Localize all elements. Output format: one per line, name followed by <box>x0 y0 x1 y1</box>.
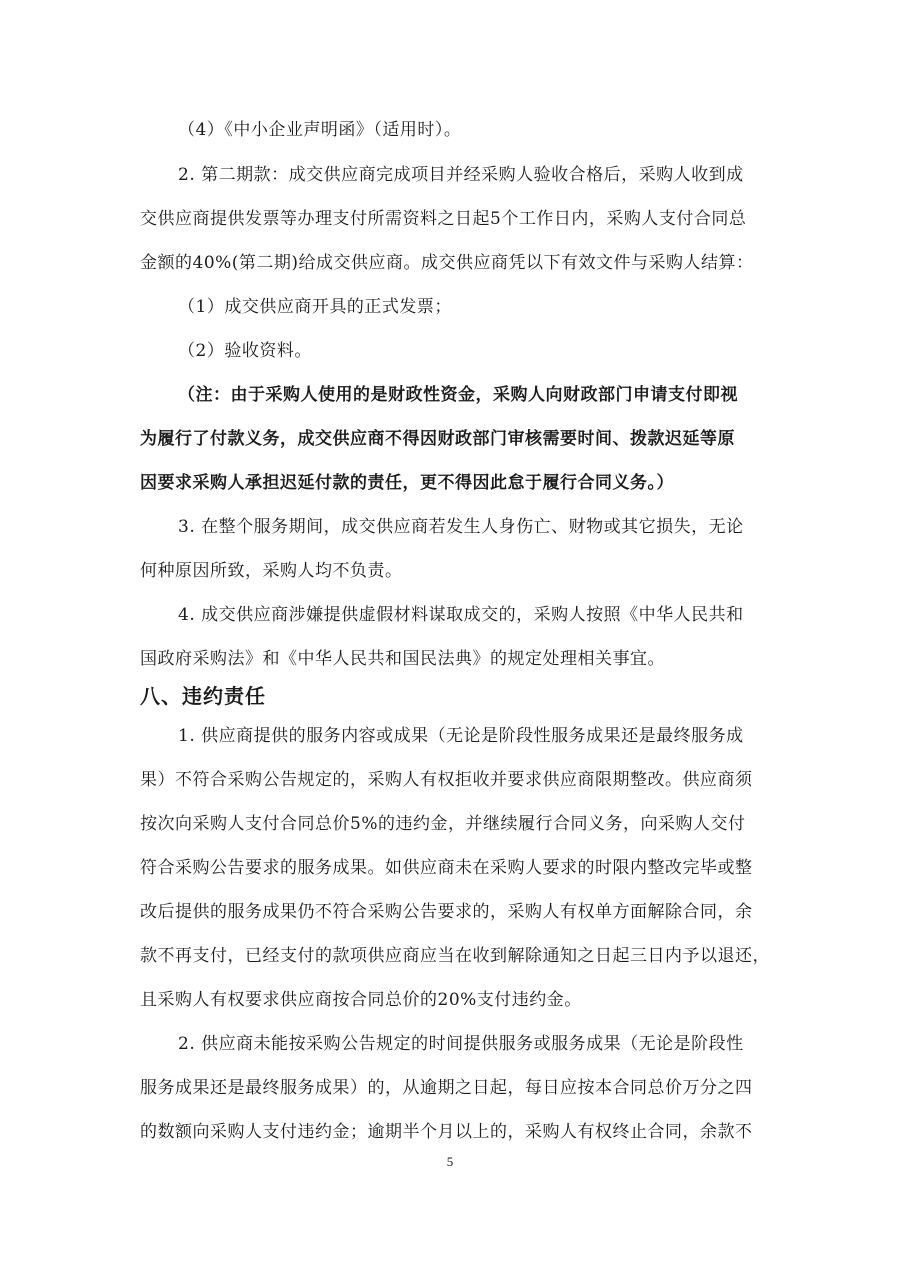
breach-2-line2: 服务成果还是最终服务成果）的，从逾期之日起，每日应按本合同总价万分之四 <box>140 1078 753 1098</box>
paragraph-3-line2: 何种原因所致，采购人均不负责。 <box>140 561 403 581</box>
section-heading-breach: 八、违约责任 <box>140 684 266 708</box>
breach-1-line2: 果）不符合采购公告规定的，采购人有权拒收并要求供应商限期整改。供应商须 <box>140 770 753 790</box>
breach-1-line1: 1. 供应商提供的服务内容或成果（无论是阶段性服务成果还是最终服务成 <box>178 726 744 746</box>
breach-1-line5: 改后提供的服务成果仍不符合采购公告要求的，采购人有权单方面解除合同，余 <box>140 902 753 922</box>
note-line2: 为履行了付款义务，成交供应商不得因财政部门审核需要时间、拨款迟延等原 <box>140 429 735 449</box>
paragraph-second-payment-line1: 2. 第二期款：成交供应商完成项目并经采购人验收合格后，采购人收到成 <box>178 165 744 185</box>
breach-1-line3: 按次向采购人支付合同总价5%的违约金，并继续履行合同义务，向采购人交付 <box>140 814 746 834</box>
paragraph-second-payment-line2: 交供应商提供发票等办理支付所需资料之日起5个工作日内，采购人支付合同总 <box>140 209 747 229</box>
note-line3: 因要求采购人承担迟延付款的责任，更不得因此怠于履行合同义务。） <box>140 473 674 493</box>
page-number: 5 <box>446 1154 454 1169</box>
paragraph-3-line1: 3. 在整个服务期间，成交供应商若发生人身伤亡、财物或其它损失，无论 <box>178 517 744 537</box>
paragraph-second-payment-line3: 金额的40%(第二期)给成交供应商。成交供应商凭以下有效文件与采购人结算： <box>140 253 754 273</box>
breach-1-line6: 款不再支付，已经支付的款项供应商应当在收到解除通知之日起三日内予以退还， <box>140 946 770 966</box>
breach-1-line7: 且采购人有权要求供应商按合同总价的20%支付违约金。 <box>140 990 582 1010</box>
item-acceptance-materials: （2）验收资料。 <box>178 341 312 361</box>
paragraph-4-line1: 4. 成交供应商涉嫌提供虚假材料谋取成交的，采购人按照《中华人民共和 <box>178 605 744 625</box>
breach-2-line1: 2. 供应商未能按采购公告规定的时间提供服务或服务成果（无论是阶段性 <box>178 1034 744 1054</box>
item-formal-invoice: （1）成交供应商开具的正式发票； <box>178 297 452 317</box>
breach-1-line4: 符合采购公告要求的服务成果。如供应商未在采购人要求的时限内整改完毕或整 <box>140 858 753 878</box>
note-line1: （注：由于采购人使用的是财政性资金，采购人向财政部门申请支付即视 <box>178 385 738 405</box>
item-sme-declaration: （4）《中小企业声明函》（适用时）。 <box>178 120 462 140</box>
paragraph-4-line2: 国政府采购法》和《中华人民共和国民法典》的规定处理相关事宜。 <box>140 649 665 669</box>
breach-2-line3: 的数额向采购人支付违约金；逾期半个月以上的，采购人有权终止合同，余款不 <box>140 1122 753 1142</box>
